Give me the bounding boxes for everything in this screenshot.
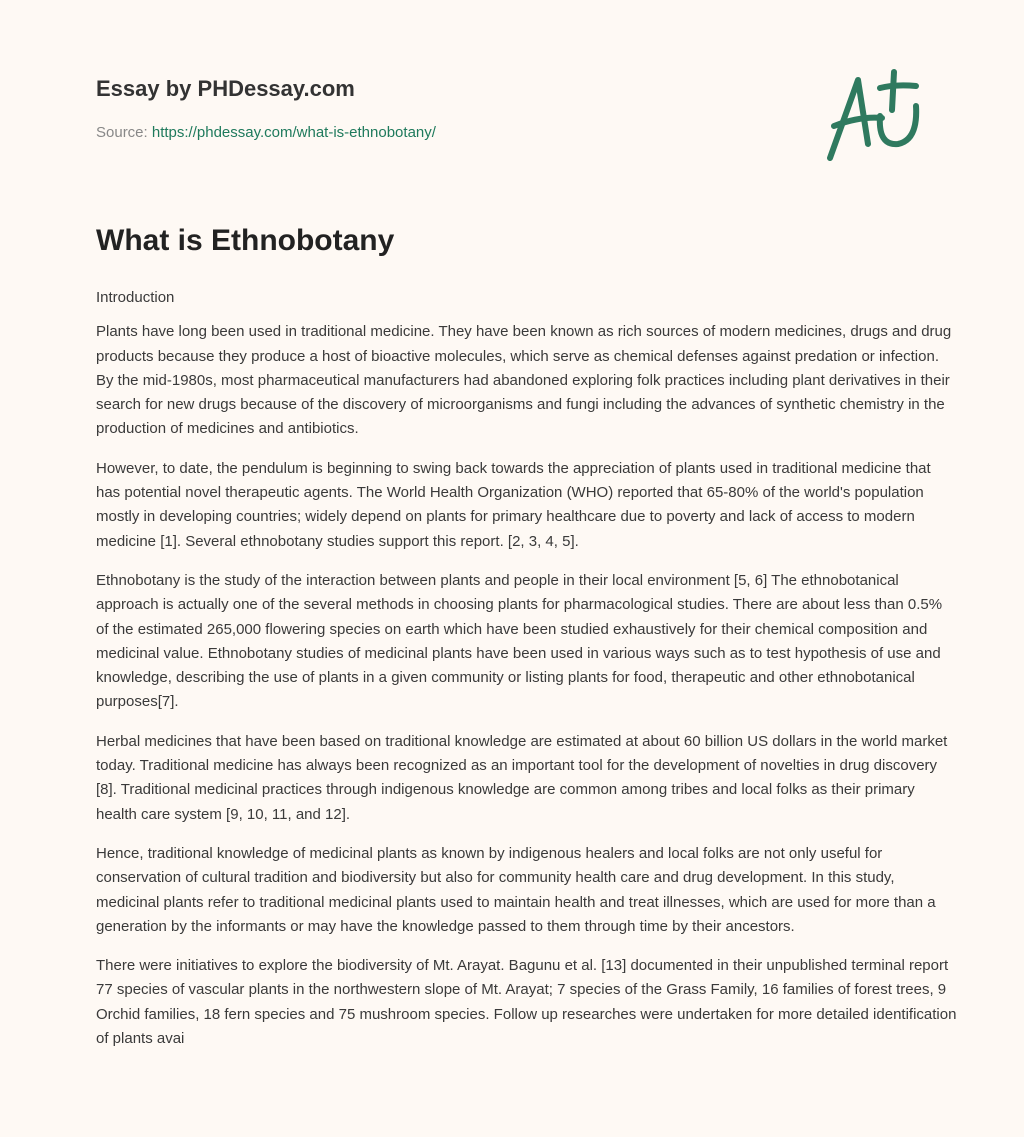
paragraph: However, to date, the pendulum is beginning to swing back towards the appreciation of plants used in traditional medicine that has potential novel therapeutic agents. The World Health Organization (WHO) reported that 65-80% of the world's population mostly in developing countries; widely depend on plants for primary healthcare due to poverty and lack of access to modern medicine [1]. Several ethnobotany studies support this report. [2, 3, 4, 5]. (96, 459, 931, 550)
intro-heading: Introduction (96, 289, 175, 306)
site-brand: Essay by PHDessay.com (96, 76, 355, 101)
a-plus-logo-icon (820, 66, 930, 166)
page-title: What is Ethnobotany (96, 224, 395, 257)
paragraph: There were initiatives to explore the biodiversity of Mt. Arayat. Bagunu et al. [13] documented in their unpublished terminal report 77 species of vascular plants in the northwestern slope of Mt. Arayat; 7 species of the Grass Family, 16 families of forest trees, 9 Orchid families, 18 fern species and 75 mushroom species. Follow up researches were undertaken for more detailed identification of plants avai (96, 957, 957, 1048)
source-label: Source: (96, 124, 148, 141)
source-link[interactable]: https://phdessay.com/what-is-ethnobotany/ (151, 124, 436, 141)
source-line (96, 124, 436, 141)
paragraph: Plants have long been used in traditional medicine. They have been known as rich sources of modern medicines, drugs and drug products because they produce a host of bioactive molecules, which serve as chemical defenses against predation or infection. By the mid-1980s, most pharmaceutical manufacturers had abandoned exploring folk practices including plant derivatives in their search for new drugs because of the discovery of microorganisms and fungi including the advances of synthetic chemistry in the production of medicines and antibiotics. (96, 323, 952, 438)
essay-body (96, 286, 958, 1066)
paragraph: Ethnobotany is the study of the interaction between plants and people in their local environment [5, 6] The ethnobotanical approach is actually one of the several methods in choosing plants for pharmacological studies. There are about less than 0.5% of the estimated 265,000 flowering species on earth which have been studied exhaustively for their chemical composition and medicinal value. Ethnobotany studies of medicinal plants have been used in various ways such as to test hypothesis of use and knowledge, describing the use of plants in a given community or listing plants for food, therapeutic and other ethnobotanical purposes[7]. (96, 571, 943, 711)
paragraph: Hence, traditional knowledge of medicinal plants as known by indigenous healers and local folks are not only useful for conservation of cultural tradition and biodiversity but also for community health care and drug development. In this study, medicinal plants refer to traditional medicinal plants used to maintain health and treat illnesses, which are used for more than a generation by the informants or may have the knowledge passed to them through time by their ancestors. (96, 844, 936, 935)
paragraph: Herbal medicines that have been based on traditional knowledge are estimated at about 60 billion US dollars in the world market today. Traditional medicine has always been recognized as an important tool for the development of novelties in drug discovery [8]. Traditional medicinal practices through indigenous knowledge are common among tribes and local folks as their primary health care system [9, 10, 11, and 12]. (96, 732, 948, 823)
